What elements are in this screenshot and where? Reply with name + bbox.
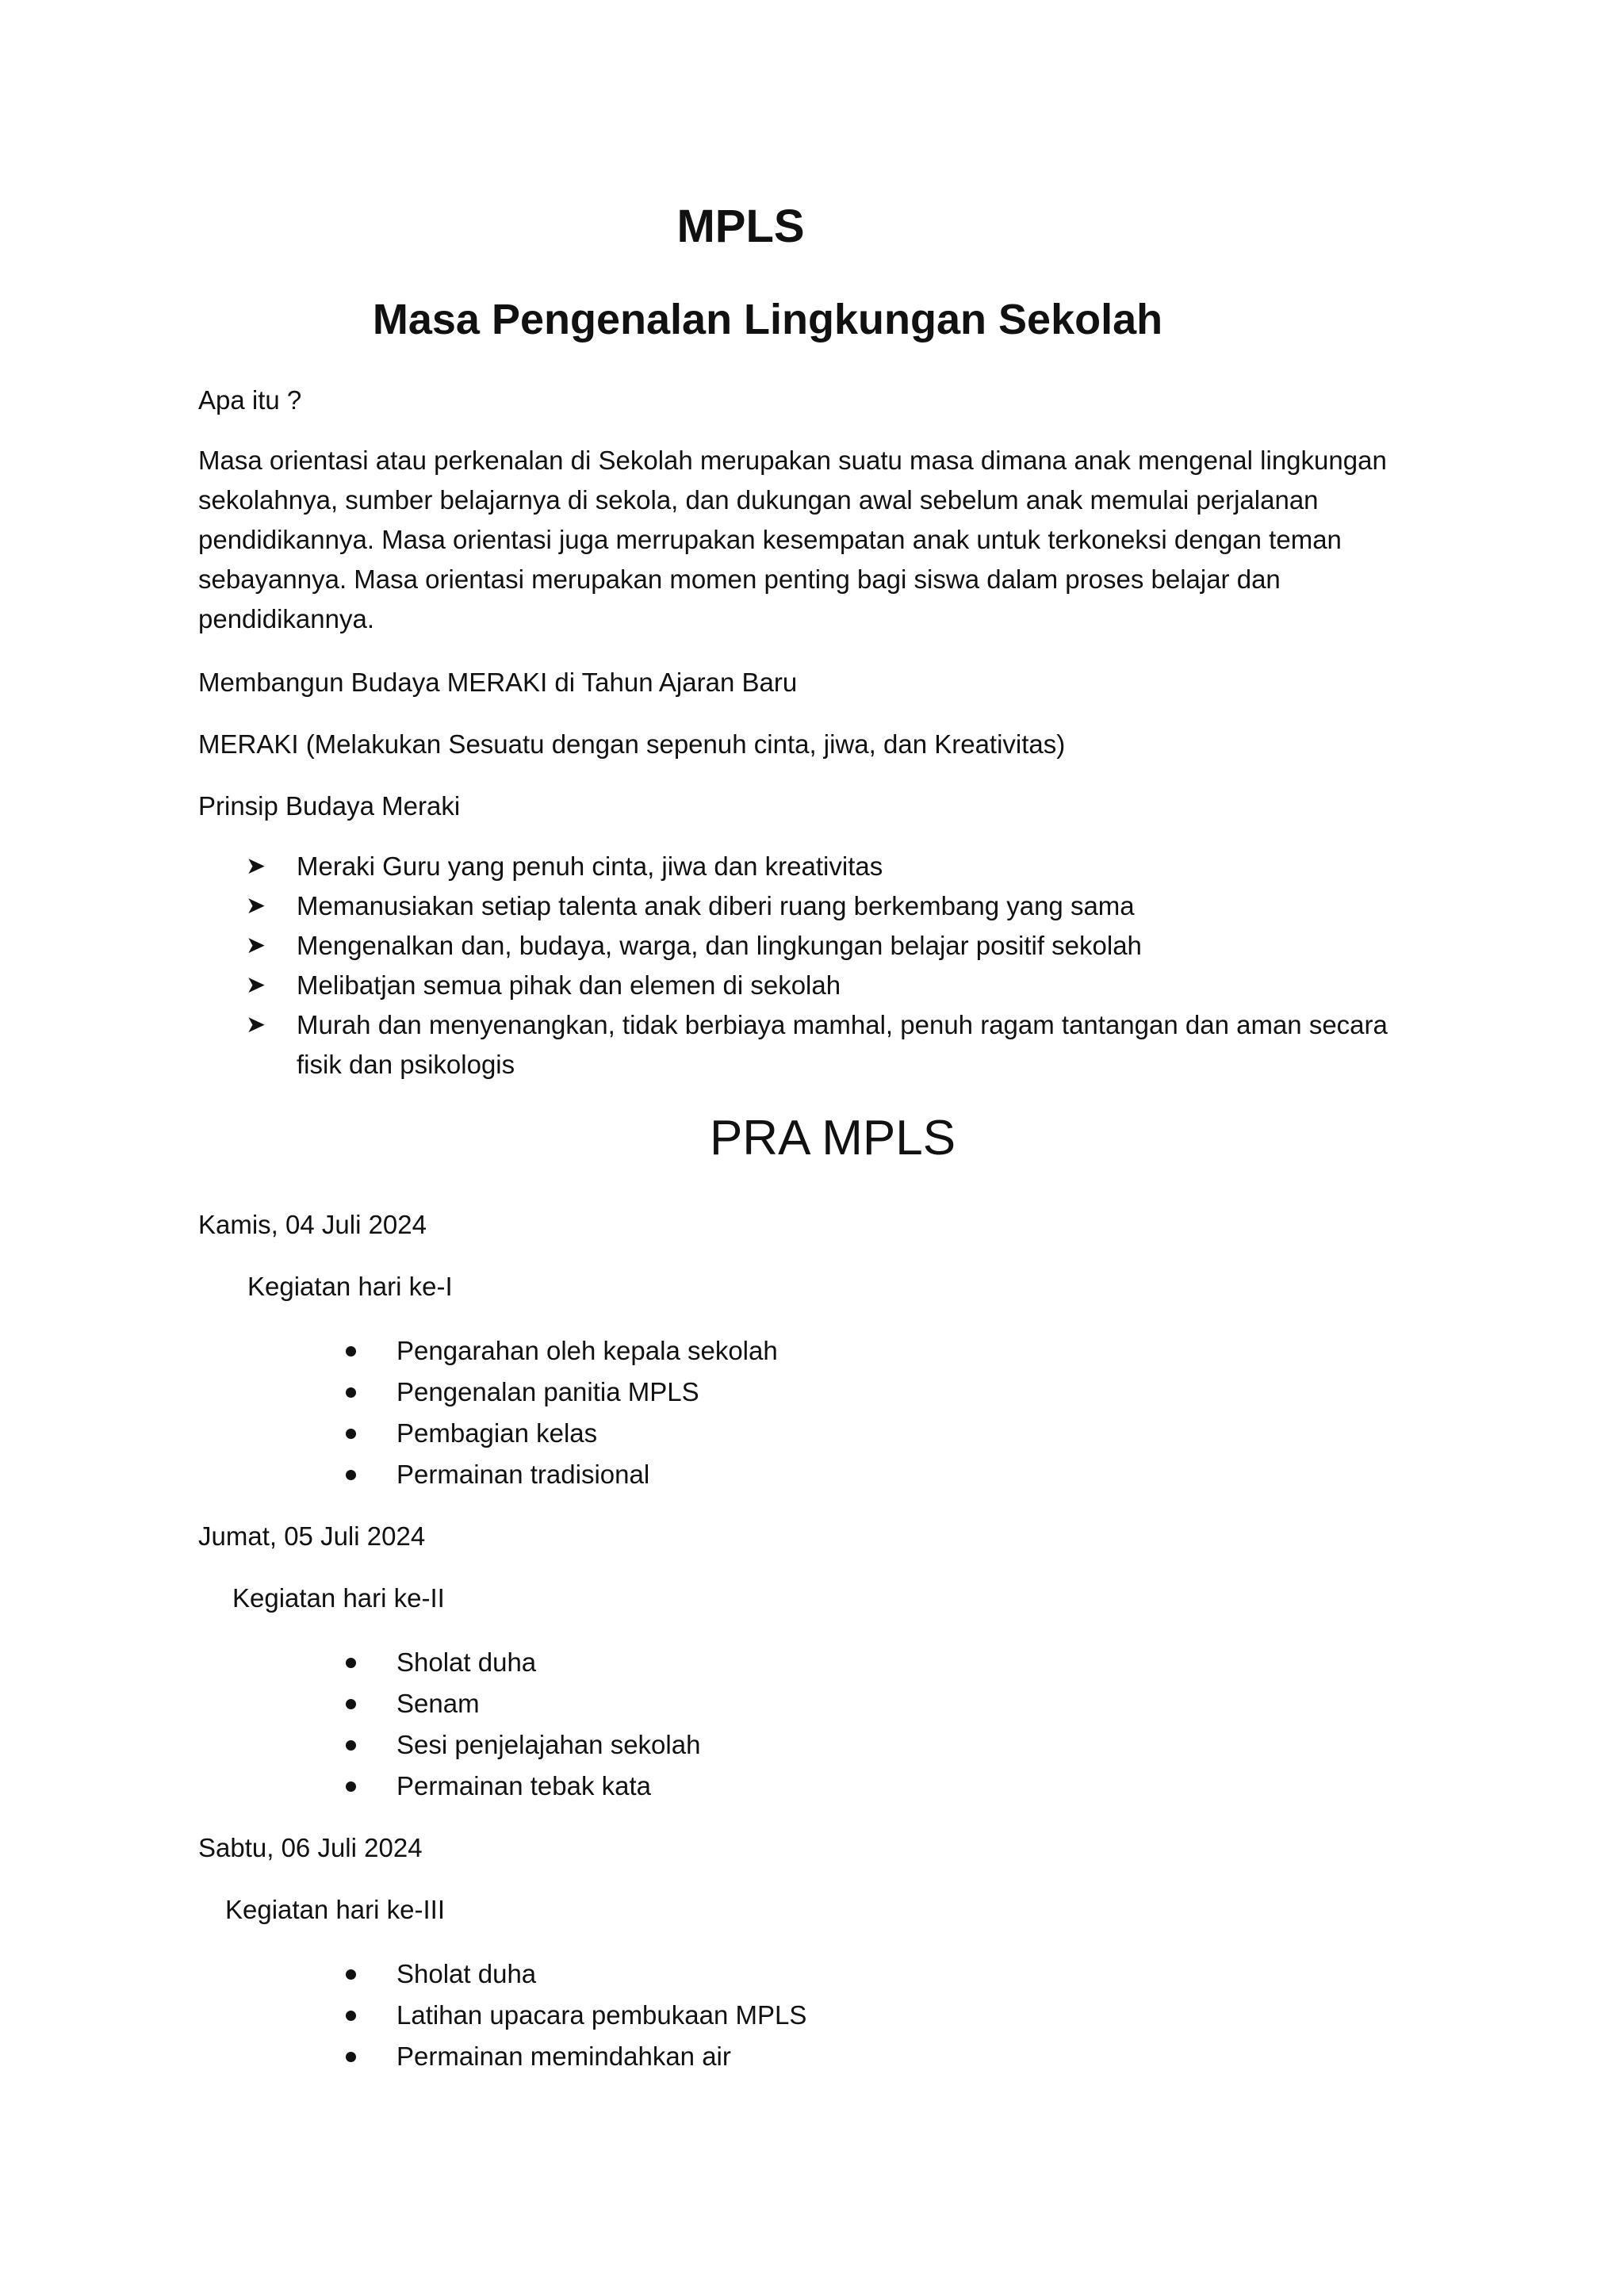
page-title: MPLS — [676, 201, 805, 252]
arrow-bullet-icon: ➤ — [246, 853, 266, 879]
list-item: Pengarahan oleh kepala sekolah — [343, 1330, 1373, 1372]
day-activity-list — [343, 1330, 1373, 1495]
arrow-bullet-icon: ➤ — [246, 1012, 266, 1038]
bullet-dot-icon — [346, 2052, 356, 2062]
list-item: ➤ Mengenalkan dan, budaya, warga, dan lingkungan belajar positif sekolah — [246, 926, 1419, 966]
meraki-definition: MERAKI (Melakukan Sesuatu dengan sepenuh cinta, jiwa, dan Kreativitas) — [198, 729, 1066, 759]
list-item: ➤ Meraki Guru yang penuh cinta, jiwa dan kreativitas — [246, 847, 1419, 886]
bullet-dot-icon — [346, 2011, 356, 2021]
intro-question: Apa itu ? — [198, 385, 302, 415]
list-item: Permainan tradisional — [343, 1454, 1373, 1495]
list-item: Permainan tebak kata — [343, 1766, 1373, 1807]
intro-paragraph: Masa orientasi atau perkenalan di Sekolah merupakan suatu masa dimana anak mengenal lingkungan sekolahnya, sumber belajarnya di sekola, dan dukungan awal sebelum anak memulai perjalanan pendidikannya. Masa orientasi juga merrupakan kesempatan anak untuk terkoneksi dengan teman sebayannya. Masa orientasi merupakan momen penting bagi siswa dalam proses belajar dan pendidikannya. — [198, 446, 1387, 633]
section-title-pra-mpls: PRA MPLS — [709, 1111, 956, 1165]
arrow-bullet-icon: ➤ — [246, 932, 266, 959]
principles-list — [246, 847, 1419, 1085]
page-subtitle: Masa Pengenalan Lingkungan Sekolah — [372, 296, 1163, 343]
bullet-dot-icon — [346, 1658, 356, 1668]
list-item: Sholat duha — [343, 1954, 1373, 1995]
day-date: Jumat, 05 Juli 2024 — [198, 1521, 426, 1551]
bullet-dot-icon — [346, 1969, 356, 1980]
bullet-dot-icon — [346, 1781, 356, 1792]
arrow-bullet-icon: ➤ — [246, 972, 266, 998]
bullet-dot-icon — [346, 1346, 356, 1357]
list-item: ➤ Memanusiakan setiap talenta anak diberi ruang berkembang yang sama — [246, 886, 1419, 926]
day-activity-list — [343, 1954, 1373, 2077]
day-activity-list — [343, 1642, 1373, 1807]
meraki-heading: Membangun Budaya MERAKI di Tahun Ajaran Baru — [198, 668, 798, 697]
list-item: ➤ Murah dan menyenangkan, tidak berbiaya mamhal, penuh ragam tantangan dan aman secara fisik dan psikologis — [246, 1005, 1419, 1085]
day-activity-label: Kegiatan hari ke-I — [247, 1272, 453, 1301]
bullet-dot-icon — [346, 1387, 356, 1398]
list-item: Permainan memindahkan air — [343, 2036, 1373, 2077]
list-item: Senam — [343, 1683, 1373, 1724]
list-item: Sesi penjelajahan sekolah — [343, 1724, 1373, 1766]
list-item: Sholat duha — [343, 1642, 1373, 1683]
list-item: Pengenalan panitia MPLS — [343, 1372, 1373, 1413]
day-activity-label: Kegiatan hari ke-II — [232, 1583, 445, 1613]
principles-heading: Prinsip Budaya Meraki — [198, 791, 461, 821]
day-activity-label: Kegiatan hari ke-III — [225, 1895, 445, 1924]
day-date: Kamis, 04 Juli 2024 — [198, 1210, 427, 1239]
list-item: ➤ Melibatjan semua pihak dan elemen di sekolah — [246, 966, 1419, 1005]
bullet-dot-icon — [346, 1470, 356, 1480]
list-item: Pembagian kelas — [343, 1413, 1373, 1454]
bullet-dot-icon — [346, 1429, 356, 1439]
day-date: Sabtu, 06 Juli 2024 — [198, 1833, 423, 1862]
arrow-bullet-icon: ➤ — [246, 893, 266, 919]
bullet-dot-icon — [346, 1740, 356, 1751]
bullet-dot-icon — [346, 1699, 356, 1709]
list-item: Latihan upacara pembukaan MPLS — [343, 1995, 1373, 2036]
